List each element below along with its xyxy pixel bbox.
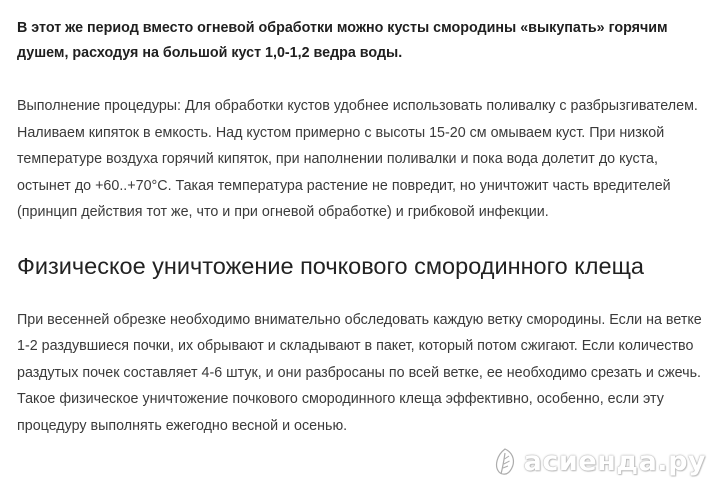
site-watermark (492, 446, 706, 477)
section-heading: Физическое уничтожение почкового смородинного клеща (17, 252, 644, 279)
procedure-paragraph: Выполнение процедуры: Для обработки кустов удобнее использовать поливалку с разбрызгивателем. Наливаем кипяток в емкость. Над кустом примерно с высоты 15-20 см омываем куст. При низкой температуре воздуха горячий кипяток, при наполнении поливалки и пока вода долетит до куста, остынет до +60..+70°C. Такая температура растение не повредит, но уничтожит часть вредителей (принцип действия тот же, что и при огневой обработке) и грибковой инфекции. (17, 98, 698, 220)
leaf-logo-icon (492, 447, 518, 477)
intro-bold-paragraph: В этот же период вместо огневой обработки можно кусты смородины «выкупать» горячим душем, расходуя на большой куст 1,0-1,2 ведра воды. (17, 20, 668, 61)
article-content (17, 0, 707, 439)
watermark-text: асиенда.ру (523, 446, 706, 477)
mite-removal-paragraph: При весенней обрезке необходимо внимательно обследовать каждую ветку смородины. Если на ветке 1-2 раздувшиеся почки, их обрывают и складывают в пакет, который потом сжигают. Если количество раздутых почек составляет 4-6 штук, и они разбросаны по всей ветке, ее необходимо срезать и сжечь. Такое физическое уничтожение почкового смородинного клеща эффективно, особенно, если эту процедуру выполнять ежегодно весной и осенью. (17, 311, 702, 434)
